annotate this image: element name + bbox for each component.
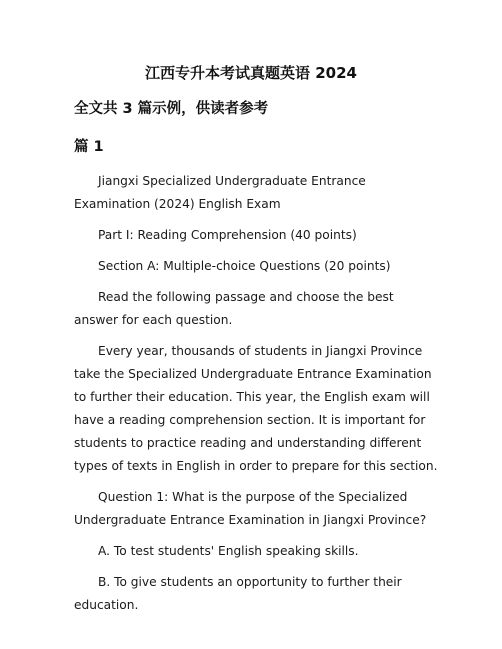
instructions-paragraph: Read the following passage and choose the best answer for each question. bbox=[74, 290, 394, 327]
document-body bbox=[74, 170, 438, 625]
document-subtitle: 全文共 3 篇示例，供读者参考 bbox=[74, 101, 269, 117]
part-heading-paragraph: Part I: Reading Comprehension (40 points) bbox=[98, 228, 357, 242]
exam-title-paragraph: Jiangxi Specialized Undergraduate Entrance Examination (2024) English Exam bbox=[74, 174, 366, 211]
section-a-heading-paragraph: Section A: Multiple-choice Questions (20 points) bbox=[98, 259, 391, 273]
document-title: 江西专升本考试真题英语 2024 bbox=[145, 64, 357, 82]
option-a-paragraph: A. To test students' English speaking skills. bbox=[98, 544, 359, 558]
passage-paragraph: Every year, thousands of students in Jiangxi Province take the Specialized Undergraduate Entrance Examination to further their education. This year, the English exam will have a reading comprehension section. It is important for students to practice reading and understanding different types of texts in English in order to prepare for this section. bbox=[74, 344, 438, 473]
question-1-paragraph: Question 1: What is the purpose of the Specialized Undergraduate Entrance Examination in Jiangxi Province? bbox=[74, 490, 427, 527]
option-b-paragraph: B. To give students an opportunity to further their education. bbox=[74, 575, 402, 612]
section-heading: 篇 1 bbox=[74, 139, 104, 155]
